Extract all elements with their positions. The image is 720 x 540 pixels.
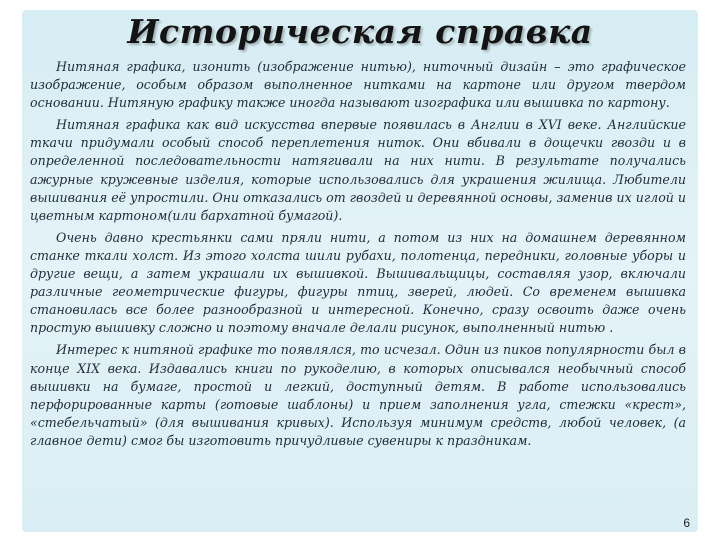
slide-body: [30, 58, 686, 454]
paragraph-definition: Нитяная графика, изонить (изображение нитью), ниточный дизайн – это графическое изображение, особым образом выполненное нитками на картоне или другом твердом основании. Нитяную графику также иногда называют изографика или вышивка по картону.: [30, 59, 686, 111]
paragraph-peasant-embroidery: Очень давно крестьянки сами пряли нити, а потом из них на домашнем деревянном станке ткали холст. Из этого холста шили рубахи, полотенца, передники, головные уборы и другие вещи, а затем украшали их вышивкой. Вышивальщицы, составляя узор, включали различные геометрические фигуры, фигуры птиц, зверей, людей. Со временем вышивка становилась все более разнообразной и интересной. Конечно, сразу освоить даже очень простую вышивку сложно и поэтому вначале делали рисунок, выполненный нитью .: [30, 229, 686, 336]
paragraph-origin: Нитяная графика как вид искусства впервые появилась в Англии в XVI веке. Английские ткачи придумали особый способ переплетения ниток. Они вбивали в дощечки гвозди и в определенной последовательности натягивали на них нити. В результате получались ажурные кружевные изделия, которые использовались для украшения жилища. Любители вышивания её упростили. Они отказались от гвоздей и деревянной основы, заменив их иглой и цветным картоном(или бархатной бумагой).: [30, 117, 687, 223]
paragraph-popularity: Интерес к нитяной графике то появлялся, то исчезал. Один из пиков популярности был в конце XIX века. Издавались книги по рукоделию, в которых описывался необычный способ вышивки на бумаге, простой и легкий, доступный детям. В работе использовались перфорированные карты (готовые шаблоны) и прием заполнения угла, стежки «крест», «стебельчатый» (для вышивания кривых). Используя минимум средств, любой человек, (а главное дети) смог бы изготовить причудливые сувениры к праздникам.: [30, 342, 686, 448]
slide-title: Историческая справка: [127, 12, 593, 51]
page-number: 6: [683, 516, 690, 530]
